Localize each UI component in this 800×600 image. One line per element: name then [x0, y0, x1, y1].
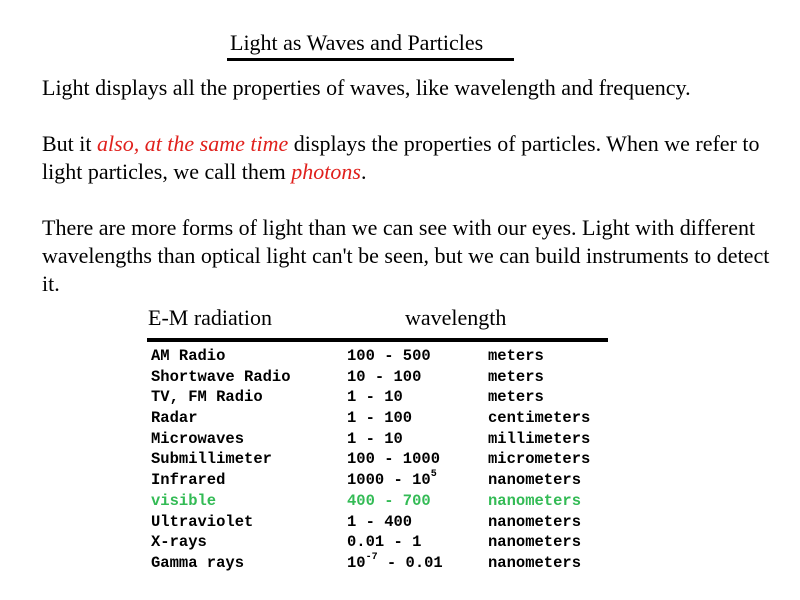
- wavelength-unit: meters: [488, 367, 544, 386]
- wavelength-unit: millimeters: [488, 429, 591, 448]
- table-row: [151, 408, 621, 429]
- wavelength-unit: meters: [488, 388, 544, 407]
- radiation-name: Ultraviolet: [151, 512, 254, 531]
- radiation-name: AM Radio: [151, 347, 226, 365]
- wavelength-unit: nanometers: [488, 491, 582, 510]
- table-row: [151, 367, 621, 388]
- table-header-rule: [147, 338, 608, 342]
- wavelength-unit: nanometers: [488, 553, 582, 572]
- wavelength-unit: meters: [488, 347, 544, 365]
- wavelength-unit: nanometers: [488, 471, 582, 490]
- radiation-name: Microwaves: [151, 429, 245, 448]
- wavelength-range: 10 - 100: [347, 367, 422, 386]
- emphasis-photons: photons: [291, 159, 361, 184]
- range-base: 10: [347, 553, 366, 572]
- table-row: [151, 532, 621, 553]
- title-underline: [227, 58, 514, 61]
- wavelength-range: 1 - 100: [347, 409, 413, 428]
- em-radiation-table: [151, 346, 621, 574]
- radiation-name: Radar: [151, 409, 198, 428]
- wavelength-range: 100 - 500: [347, 347, 431, 365]
- table-row: [151, 346, 621, 367]
- table-row: [151, 429, 621, 450]
- wavelength-range: 1 - 10: [347, 388, 403, 407]
- wavelength-unit: nanometers: [488, 512, 582, 531]
- paragraph-particles: [42, 130, 772, 186]
- wavelength-unit: micrometers: [488, 450, 591, 469]
- wavelength-range: [347, 470, 437, 491]
- radiation-name: TV, FM Radio: [151, 388, 263, 407]
- wavelength-range: 100 - 1000: [347, 450, 441, 469]
- table-row: [151, 553, 621, 574]
- radiation-name: visible: [151, 491, 217, 510]
- column-header-radiation: E-M radiation: [148, 305, 273, 330]
- range-tail: - 0.01: [377, 553, 443, 572]
- range-exponent: 5: [430, 468, 437, 480]
- paragraph-particles-text-2: displays the properties of particles. When we refer to light particles, we call them: [42, 131, 760, 184]
- paragraph-particles-text-3: .: [360, 159, 367, 184]
- radiation-name: Shortwave Radio: [151, 367, 291, 386]
- wavelength-range: 1 - 400: [347, 512, 413, 531]
- wavelength-unit: centimeters: [488, 409, 591, 428]
- paragraph-forms-of-light: There are more forms of light than we can see with our eyes. Light with different wavelengths than optical light can't be seen, but we can build instruments to detect it.: [42, 215, 770, 296]
- wavelength-range: [347, 553, 443, 574]
- table-row: [151, 512, 621, 533]
- table-row: [151, 491, 621, 512]
- radiation-name: Infrared: [151, 471, 226, 490]
- wavelength-range: 1 - 10: [347, 429, 403, 448]
- column-header-wavelength: wavelength: [405, 305, 507, 330]
- radiation-name: X-rays: [151, 533, 207, 552]
- range-exponent: -7: [365, 551, 378, 563]
- table-row: [151, 470, 621, 491]
- paragraph-waves: Light displays all the properties of waves, like wavelength and frequency.: [42, 75, 691, 100]
- wavelength-range: 0.01 - 1: [347, 533, 422, 552]
- page-title: Light as Waves and Particles: [230, 30, 484, 55]
- wavelength-range: 400 - 700: [347, 491, 431, 510]
- table-row: [151, 387, 621, 408]
- radiation-name: Gamma rays: [151, 553, 245, 572]
- table-row: [151, 449, 621, 470]
- emphasis-same-time: also, at the same time: [97, 131, 289, 156]
- radiation-name: Submillimeter: [151, 450, 272, 469]
- wavelength-unit: nanometers: [488, 533, 582, 552]
- paragraph-particles-text-1: But it: [42, 131, 98, 156]
- range-base: 1000 - 10: [347, 471, 431, 490]
